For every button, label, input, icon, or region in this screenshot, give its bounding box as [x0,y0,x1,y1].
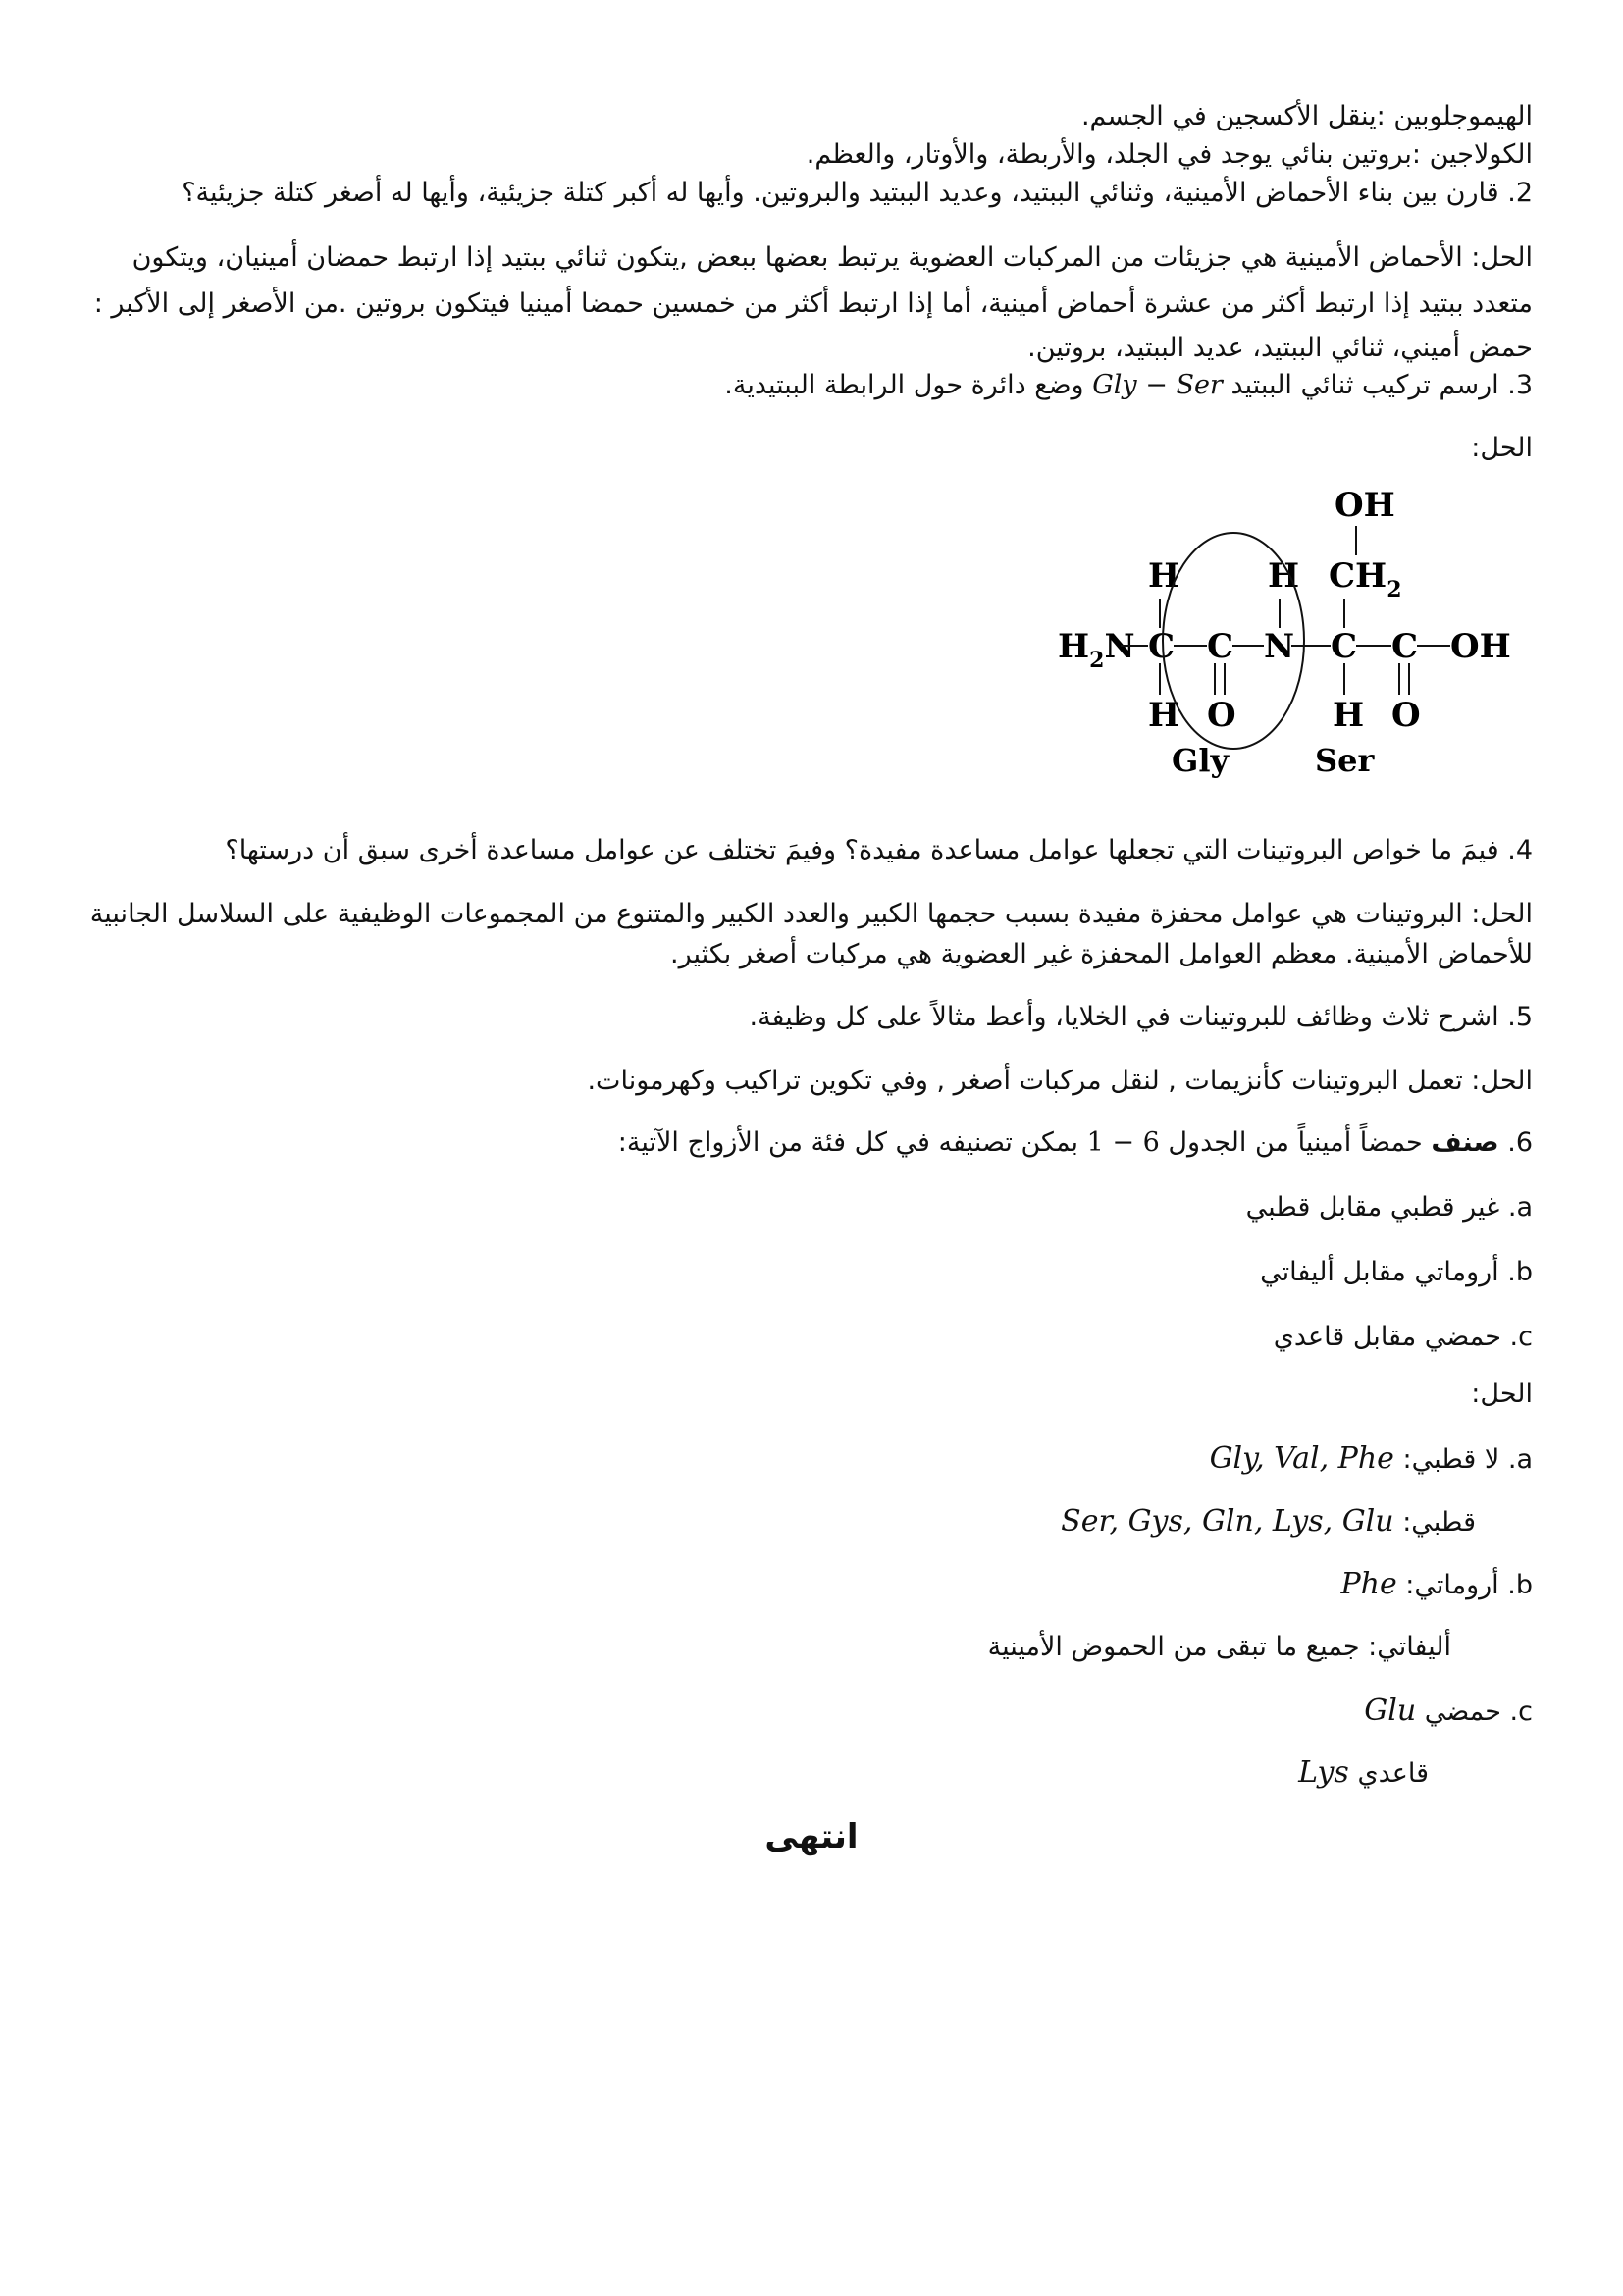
h2n-label [1058,627,1135,673]
carbon-1: C [1148,627,1176,666]
carbon-3: C [1331,627,1358,666]
answer-6-c-basic-label: قاعدي [1357,1758,1429,1789]
question-6-table-ref: 1 − 6 [1086,1127,1160,1158]
solution-label-q6: الحل: [1471,1379,1533,1409]
answer-4-line-1: الحل: البروتينات هي عوامل محفزة مفيدة بسبب حجمها الكبير والعدد الكبير والمتنوع من المجموعات الوظيفية على السلاسل الجانبية [89,899,1533,929]
carbon-4: C [1391,627,1419,666]
h-bottom-right: H [1333,696,1365,735]
paragraph-collagen: الكولاجين :بروتين بنائي يوجد في الجلد، والأربطة، والأوتار، والعظم. [806,139,1533,170]
gly-ser-dipeptide-structure [1040,481,1531,795]
question-3-suffix: وضع دائرة حول الرابطة الببتيدية. [724,370,1084,400]
answer-6-c-acidic-list: Glu [1364,1694,1417,1728]
answer-4-line-2: للأحماض الأمينية. معظم العوامل المحفزة غير العضوية هي مركبات أصغر بكثير. [670,939,1533,969]
h2n-subscript: 2 [1089,648,1105,673]
question-6-c: c. حمضي مقابل قاعدي [1273,1322,1533,1352]
question-6-suffix: بمكن تصنيفه في كل فئة من الأزواج الآتية: [617,1127,1079,1158]
answer-6-a-polar-list: Ser, Gys, Gln, Lys, Glu [1061,1504,1394,1539]
ch2-label [1329,556,1402,602]
answer-6-c-acidic [1364,1695,1533,1729]
answer-6-a-nonpolar-list: Gly, Val, Phe [1209,1441,1394,1476]
question-6-middle: حمضاً أمينياً من الجدول [1168,1127,1423,1158]
label-gly: Gly [1172,742,1230,779]
question-6-a: a. غير قطبي مقابل قطبي [1245,1192,1533,1223]
ch2-text: CH [1329,556,1387,596]
oh-top-label: OH [1335,486,1395,525]
h-bottom-left: H [1148,696,1180,735]
question-2: 2. قارن بين بناء الأحماض الأمينية، وثنائي الببتيد، وعديد الببتيد والبروتين. وأيها له أكبر كتلة جزيئية، وأيها له أصغر كتلة جزيئية؟ [182,178,1533,208]
question-6-verb: صنف [1431,1127,1499,1158]
question-3-prefix: 3. ارسم تركيب ثنائي الببتيد [1230,370,1533,400]
h-top-left: H [1148,556,1180,596]
paragraph-hemoglobin: الهيموجلوبين :ينقل الأكسجين في الجسم. [1080,101,1533,131]
answer-6-a-nonpolar-label: a. لا قطبي: [1402,1444,1533,1475]
answer-2-line-1: الحل: الأحماض الأمينية هي جزيئات من المركبات العضوية يرتبط بعضها ببعض ,يتكون ثنائي ببتيد إذا ارتبط حمضان أمينيان، ويتكون [131,242,1533,273]
end-marker: انتهى [764,1817,859,1856]
nitrogen-peptide: N [1264,627,1295,666]
answer-5: الحل: تعمل البروتينات كأنزيمات , لنقل مركبات أصغر , وفي تكوين تراكيب وكهرمونات. [587,1066,1533,1096]
oxygen-right: O [1391,696,1421,735]
ch2-subscript: 2 [1387,577,1402,602]
answer-6-a-nonpolar [1210,1442,1533,1477]
h2n-n: N [1104,627,1135,666]
question-5: 5. اشرح ثلاث وظائف للبروتينات في الخلايا، وأعط مثالاً على كل وظيفة. [749,1002,1533,1032]
answer-6-b-aromatic-label: b. أروماتي: [1405,1570,1533,1600]
h-top-mid: H [1268,556,1300,596]
question-6-b: b. أروماتي مقابل أليفاتي [1260,1257,1533,1287]
answer-6-a-polar [1061,1505,1476,1539]
answer-6-b-aliphatic: أليفاتي: جميع ما تبقى من الحموض الأمينية [987,1632,1451,1662]
answer-2-line-2: متعدد ببتيد إذا ارتبط أكثر من عشرة أحماض أمينية، أما إذا ارتبط أكثر من خمسين حمضا أمينيا فيتكون بروتين .من الأصغر إلى الأكبر : [93,288,1533,319]
question-3 [724,369,1533,402]
answer-6-c-acidic-label: c. حمضي [1424,1696,1533,1727]
question-4: 4. فيمَ ما خواص البروتينات التي تجعلها عوامل مساعدة مفيدة؟ وفيمَ تختلف عن عوامل مساعدة أخرى سبق أن درستها؟ [225,835,1533,865]
oxygen-left: O [1207,696,1236,735]
label-ser: Ser [1315,742,1375,779]
question-6 [618,1126,1533,1160]
answer-6-b-aromatic-list: Phe [1340,1567,1397,1601]
question-3-formula: Gly − Ser [1092,370,1223,400]
h2n-h: H [1058,627,1090,666]
solution-label-q3: الحل: [1471,433,1533,463]
answer-2-line-3: حمض أميني، ثنائي الببتيد، عديد الببتيد، بروتين. [1027,333,1533,363]
oh-right-label: OH [1450,627,1511,666]
answer-6-b-aromatic [1340,1568,1533,1602]
answer-6-c-basic-list: Lys [1298,1755,1349,1790]
answer-6-a-polar-label: قطبي: [1402,1507,1476,1538]
carbon-2: C [1207,627,1234,666]
question-6-number: 6. [1507,1127,1533,1158]
answer-6-c-basic [1298,1756,1429,1791]
